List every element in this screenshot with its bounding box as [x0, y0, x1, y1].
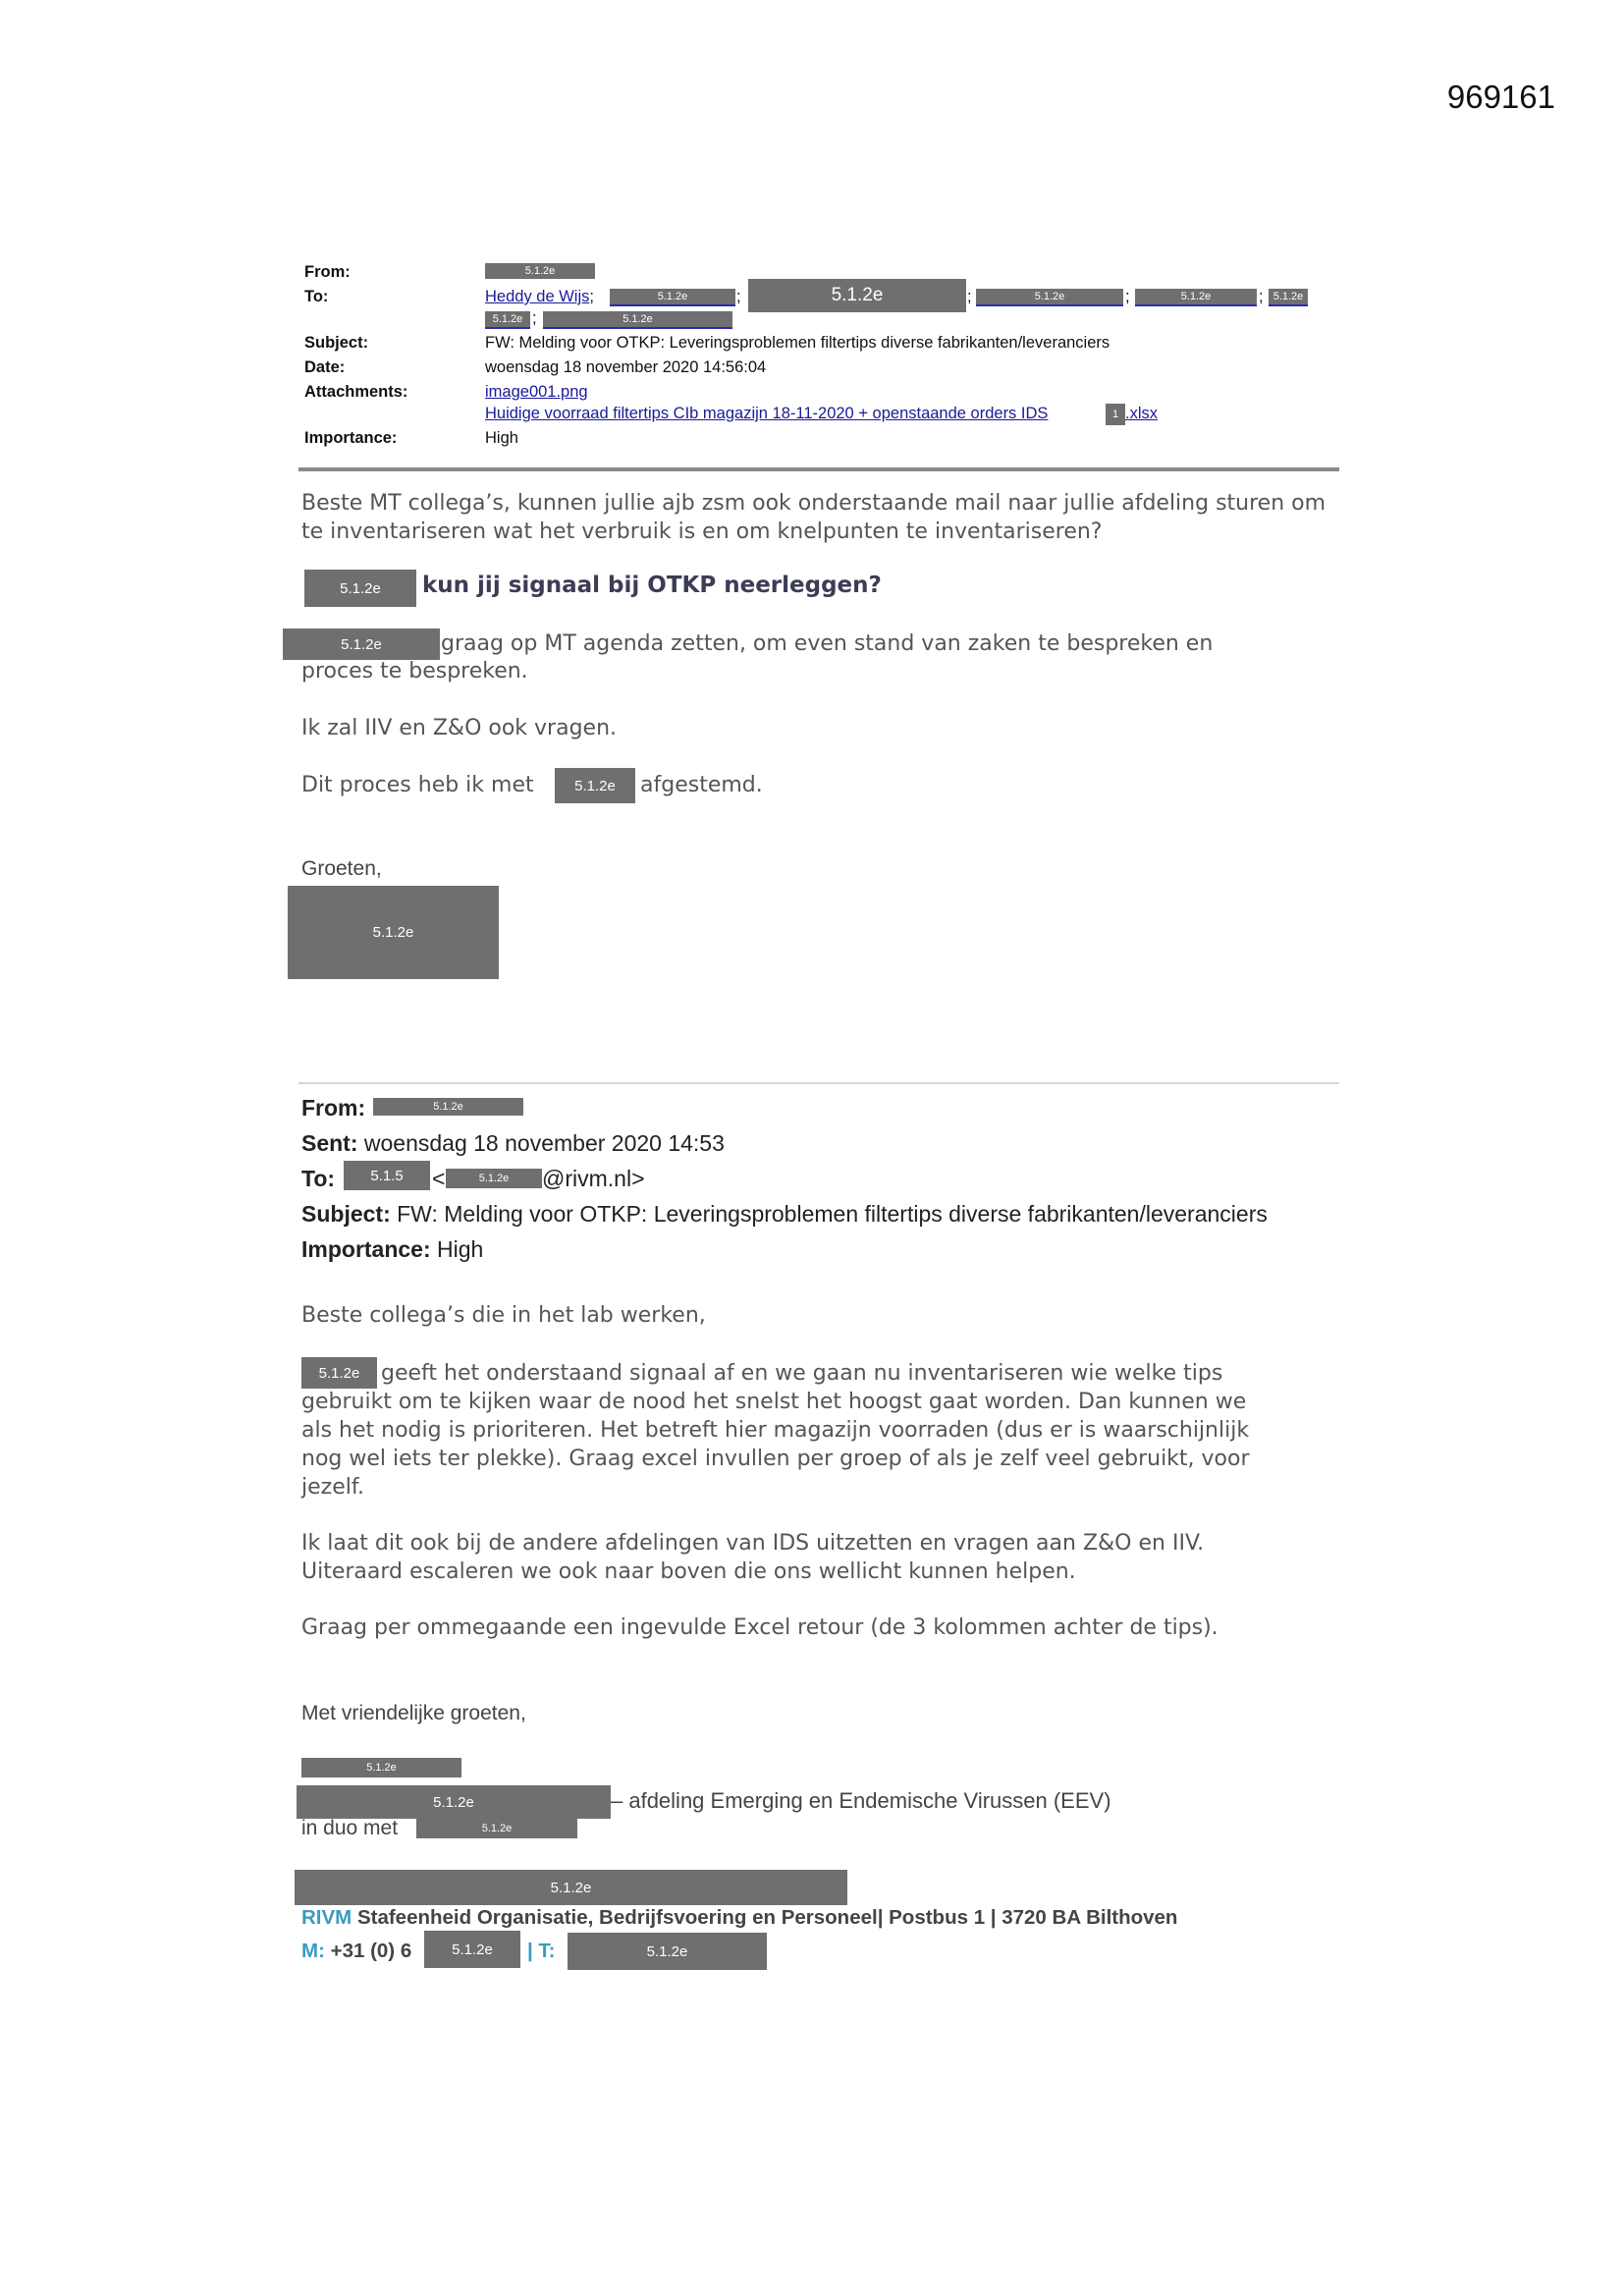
redaction-box: 5.1.2e: [610, 289, 735, 306]
redaction-box: 5.1.2e: [446, 1169, 542, 1188]
body-line: Uiteraard escaleren we ook naar boven die ons wellicht kunnen helpen.: [301, 1559, 1076, 1584]
separator: ;: [532, 309, 537, 327]
redaction-box: 5.1.2e: [976, 289, 1123, 306]
to-label: To:: [301, 1166, 336, 1191]
redaction-box: 5.1.2e: [283, 629, 440, 660]
body-line: Ik laat dit ook bij de andere afdelingen van IDS uitzetten en vragen aan Z&O en IIV.: [301, 1531, 1205, 1556]
greeting: Groeten,: [301, 857, 382, 880]
redaction-box: 5.1.2e: [485, 311, 530, 329]
redaction-box: 5.1.2e: [288, 886, 499, 979]
body-line: afgestemd.: [640, 773, 763, 797]
redaction-box: 5.1.2e: [301, 1758, 461, 1777]
redaction-box: 5.1.2e: [424, 1931, 520, 1968]
subject-value: FW: Melding voor OTKP: Leveringsproblemen filtertips diverse fabrikanten/leveranciers: [397, 1201, 1268, 1227]
redaction-box: 5.1.2e: [568, 1933, 767, 1970]
body-line: Ik zal IIV en Z&O ook vragen.: [301, 716, 618, 740]
separator: ;: [736, 288, 741, 305]
attachment-link-xlsx[interactable]: Huidige voorraad filtertips CIb magazijn 18-11-2020 + openstaande orders IDS: [485, 405, 1049, 422]
importance-value: High: [437, 1236, 484, 1262]
redaction-box: 5.1.2e: [301, 1357, 377, 1389]
body-line: Beste collega’s die in het lab werken,: [301, 1303, 706, 1328]
redaction-box: 5.1.2e: [485, 263, 595, 279]
attachment-link-image[interactable]: image001.png: [485, 383, 588, 401]
separator: ;: [1259, 288, 1264, 305]
redaction-box: 5.1.2e: [295, 1870, 847, 1905]
body-line: als het nodig is prioriteren. Het betreft hier magazijn voorraden (dus er is waarschijnlijk: [301, 1418, 1250, 1443]
importance-label: Importance:: [301, 1236, 431, 1262]
redaction-box: 5.1.5: [344, 1161, 430, 1190]
duo-label: in duo met: [301, 1817, 399, 1839]
redaction-box: 5.1.2e: [555, 768, 635, 803]
body-question: kun jij signaal bij OTKP neerleggen?: [422, 573, 882, 598]
sent-value: woensdag 18 november 2020 14:53: [363, 1130, 725, 1156]
redaction-box: 5.1.2e: [373, 1098, 523, 1116]
body-line: gebruikt om te kijken waar de nood het snelst het hoogst gaat worden. Dan kunnen we: [301, 1390, 1247, 1414]
sent-label: Sent:: [301, 1130, 358, 1156]
body-line: geeft het onderstaand signaal af en we gaan nu inventariseren wie welke tips: [381, 1361, 1223, 1386]
body-line: proces te bespreken.: [301, 659, 528, 683]
rivm-address: Stafeenheid Organisatie, Bedrijfsvoering en Personeel| Postbus 1 | 3720 BA Bilthoven: [356, 1906, 1178, 1929]
date-value: woensdag 18 november 2020 14:56:04: [485, 358, 767, 376]
importance-value: High: [485, 429, 518, 447]
to-bracket: <: [432, 1166, 446, 1191]
to-label: To:: [304, 288, 329, 305]
body-paragraph: Beste MT collega’s, kunnen jullie ajb zsm ook onderstaande mail naar jullie afdeling sturen om te inventariseren wat het verbruik is en om knelpunten te inventariseren?: [301, 491, 1326, 544]
redaction-box: 5.1.2e: [543, 311, 732, 329]
attachment-link-xlsx-ext[interactable]: .xlsx: [1125, 405, 1158, 422]
mobile-value: +31 (0) 6: [330, 1940, 412, 1962]
subject-value: FW: Melding voor OTKP: Leveringsproblemen filtertips diverse fabrikanten/leveranciers: [485, 334, 1110, 352]
redaction-box: 5.1.2e: [748, 279, 966, 312]
subject-label: Subject:: [301, 1201, 391, 1227]
to-recipient-link[interactable]: Heddy de Wijs: [485, 288, 590, 305]
forward-divider: [298, 1082, 1339, 1084]
redaction-box: 5.1.2e: [1269, 289, 1308, 306]
phone-label: | T:: [527, 1940, 556, 1962]
from-label: From:: [301, 1095, 366, 1121]
redaction-box: 5.1.2e: [416, 1819, 577, 1838]
document-number: 969161: [1446, 79, 1555, 115]
body-line: Graag per ommegaande een ingevulde Excel retour (de 3 kolommen achter de tips).: [301, 1615, 1218, 1640]
subject-label: Subject:: [304, 334, 369, 352]
body-line: Dit proces heb ik met: [301, 773, 534, 797]
importance-label: Importance:: [304, 429, 398, 447]
body-line: jezelf.: [301, 1475, 364, 1500]
rivm-label: RIVM: [301, 1906, 352, 1929]
department-line: – afdeling Emerging en Endemische Virussen (EEV): [611, 1788, 1111, 1813]
redaction-box: 1: [1106, 404, 1125, 425]
attachments-label: Attachments:: [304, 383, 408, 401]
body-line: nog wel iets ter plekke). Graag excel invullen per groep of als je zelf veel gebruikt, voor: [301, 1447, 1250, 1471]
redaction-box: 5.1.2e: [297, 1785, 611, 1819]
redaction-box: 5.1.2e: [1135, 289, 1257, 306]
closing: Met vriendelijke groeten,: [301, 1702, 526, 1724]
separator: ;: [967, 288, 972, 305]
redaction-box: 5.1.2e: [304, 570, 416, 607]
from-label: From:: [304, 263, 351, 281]
mobile-label: M:: [301, 1940, 325, 1962]
to-domain: @rivm.nl>: [542, 1166, 645, 1191]
separator: ;: [1125, 288, 1130, 305]
header-divider: [298, 467, 1339, 471]
separator: ;: [589, 288, 594, 305]
body-line: graag op MT agenda zetten, om even stand van zaken te bespreken en: [441, 631, 1214, 656]
date-label: Date:: [304, 358, 346, 376]
